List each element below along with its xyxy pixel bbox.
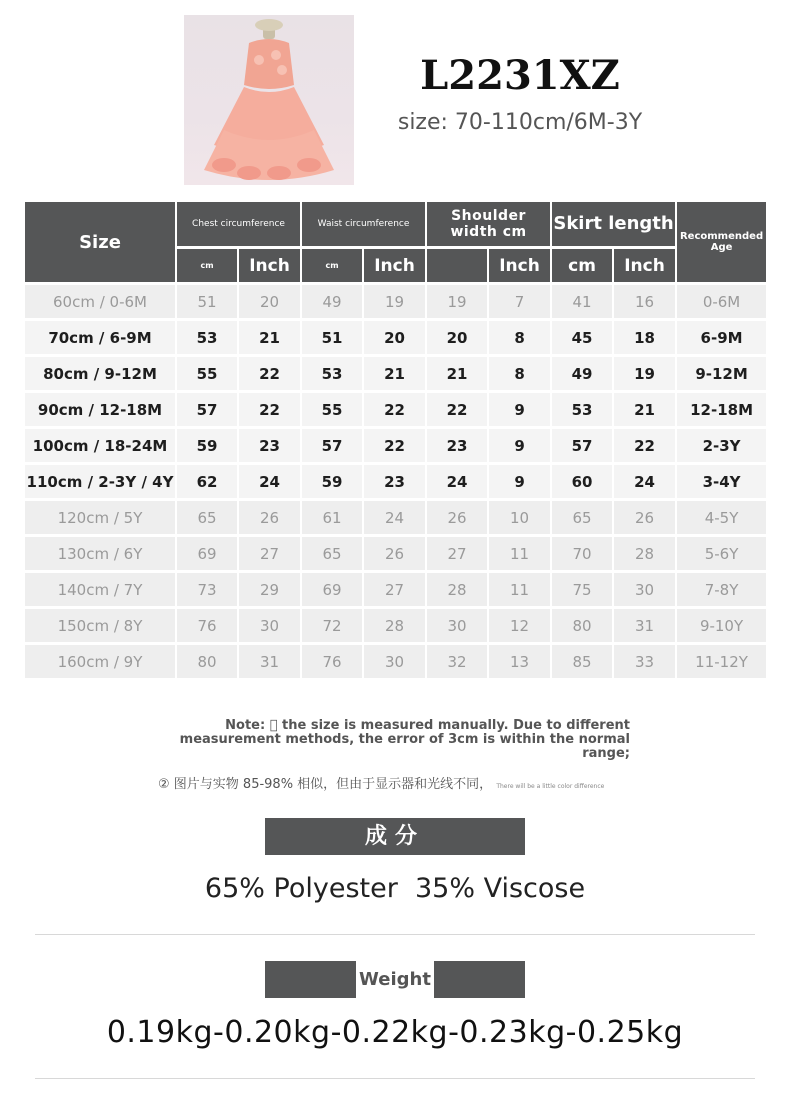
age-cell: 2-3Y <box>677 429 766 462</box>
measurement-cell: 76 <box>302 645 362 678</box>
header-shoulder-inch: Inch <box>489 249 550 282</box>
measurement-cell: 8 <box>489 321 550 354</box>
header-skirt-inch: Inch <box>614 249 675 282</box>
measurement-cell: 13 <box>489 645 550 678</box>
measurement-cell: 60 <box>552 465 612 498</box>
measurement-cell: 23 <box>364 465 425 498</box>
age-cell: 5-6Y <box>677 537 766 570</box>
measurement-cell: 70 <box>552 537 612 570</box>
age-cell: 9-10Y <box>677 609 766 642</box>
table-row <box>25 357 766 390</box>
measurement-cell: 9 <box>489 393 550 426</box>
header-waist: Waist circumference <box>302 202 425 246</box>
table-row <box>25 645 766 678</box>
measurement-cell: 12 <box>489 609 550 642</box>
size-cell: 90cm / 12-18M <box>25 393 175 426</box>
measurement-cell: 69 <box>177 537 237 570</box>
measurement-cell: 49 <box>302 285 362 318</box>
composition-heading: 成分 <box>265 818 525 855</box>
age-cell: 6-9M <box>677 321 766 354</box>
measurement-cell: 9 <box>489 429 550 462</box>
header-waist-inch: Inch <box>364 249 425 282</box>
size-cell: 120cm / 5Y <box>25 501 175 534</box>
size-cell: 60cm / 0-6M <box>25 285 175 318</box>
measurement-cell: 85 <box>552 645 612 678</box>
measurement-cell: 27 <box>364 573 425 606</box>
measurement-cell: 76 <box>177 609 237 642</box>
header-size: Size <box>25 202 175 282</box>
age-cell: 11-12Y <box>677 645 766 678</box>
measurement-cell: 22 <box>364 393 425 426</box>
measurement-cell: 53 <box>552 393 612 426</box>
table-row <box>25 609 766 642</box>
divider <box>35 934 755 935</box>
color-note-tiny: There will be a little color difference <box>496 783 605 790</box>
measurement-cell: 22 <box>239 393 300 426</box>
measurement-cell: 45 <box>552 321 612 354</box>
measurement-cell: 62 <box>177 465 237 498</box>
age-cell: 3-4Y <box>677 465 766 498</box>
age-cell: 9-12M <box>677 357 766 390</box>
measurement-cell: 73 <box>177 573 237 606</box>
size-table-body <box>25 285 766 678</box>
measurement-cell: 30 <box>427 609 487 642</box>
measurement-cell: 61 <box>302 501 362 534</box>
measurement-cell: 26 <box>614 501 675 534</box>
header-age: Recommended Age <box>677 202 766 282</box>
measurement-cell: 26 <box>364 537 425 570</box>
measurement-cell: 26 <box>239 501 300 534</box>
weight-bar-left <box>265 961 356 998</box>
header-chest-inch: Inch <box>239 249 300 282</box>
measurement-cell: 80 <box>552 609 612 642</box>
size-cell: 130cm / 6Y <box>25 537 175 570</box>
measurement-cell: 23 <box>427 429 487 462</box>
measurement-cell: 18 <box>614 321 675 354</box>
header-skirt-cm: cm <box>552 249 612 282</box>
measurement-cell: 28 <box>614 537 675 570</box>
size-cell: 80cm / 9-12M <box>25 357 175 390</box>
measurement-cell: 27 <box>427 537 487 570</box>
color-note-text: ② 图片与实物 85-98% 相似，但由于显示器和光线不同， <box>158 777 493 792</box>
measurement-cell: 30 <box>364 645 425 678</box>
age-cell: 7-8Y <box>677 573 766 606</box>
size-cell: 140cm / 7Y <box>25 573 175 606</box>
measurement-cell: 23 <box>239 429 300 462</box>
table-row <box>25 321 766 354</box>
measurement-cell: 57 <box>302 429 362 462</box>
measurement-cell: 72 <box>302 609 362 642</box>
measurement-cell: 24 <box>364 501 425 534</box>
measurement-cell: 65 <box>302 537 362 570</box>
measurement-cell: 24 <box>427 465 487 498</box>
weight-bar-right <box>434 961 525 998</box>
measurement-cell: 21 <box>614 393 675 426</box>
age-cell: 0-6M <box>677 285 766 318</box>
header-chest-cm: cm <box>177 249 237 282</box>
measurement-cell: 22 <box>364 429 425 462</box>
measurement-cell: 75 <box>552 573 612 606</box>
measurement-note: Note: ⃞ the size is measured manually. Due to different measurement methods, the error of 3cm is within the normal range; <box>179 718 630 761</box>
measurement-cell: 20 <box>239 285 300 318</box>
measurement-cell: 11 <box>489 573 550 606</box>
measurement-cell: 31 <box>239 645 300 678</box>
measurement-cell: 7 <box>489 285 550 318</box>
header-chest: Chest circumference <box>177 202 300 246</box>
measurement-cell: 55 <box>177 357 237 390</box>
product-photo <box>184 15 354 185</box>
color-note <box>158 773 638 792</box>
measurement-cell: 8 <box>489 357 550 390</box>
divider <box>35 1078 755 1079</box>
measurement-cell: 22 <box>427 393 487 426</box>
measurement-cell: 69 <box>302 573 362 606</box>
measurement-cell: 19 <box>614 357 675 390</box>
measurement-cell: 32 <box>427 645 487 678</box>
measurement-cell: 80 <box>177 645 237 678</box>
table-row <box>25 429 766 462</box>
table-row <box>25 393 766 426</box>
measurement-cell: 11 <box>489 537 550 570</box>
table-row <box>25 501 766 534</box>
measurement-cell: 53 <box>177 321 237 354</box>
measurement-cell: 22 <box>614 429 675 462</box>
measurement-cell: 65 <box>552 501 612 534</box>
measurement-cell: 20 <box>364 321 425 354</box>
header-skirt: Skirt length <box>552 202 675 246</box>
measurement-cell: 10 <box>489 501 550 534</box>
table-row <box>25 285 766 318</box>
measurement-cell: 20 <box>427 321 487 354</box>
size-range: size: 70-110cm/6M-3Y <box>397 110 643 135</box>
measurement-cell: 28 <box>427 573 487 606</box>
size-cell: 100cm / 18-24M <box>25 429 175 462</box>
measurement-cell: 19 <box>427 285 487 318</box>
measurement-cell: 51 <box>302 321 362 354</box>
table-row <box>25 537 766 570</box>
measurement-cell: 41 <box>552 285 612 318</box>
measurement-cell: 19 <box>364 285 425 318</box>
header-shoulder-cm <box>427 249 487 282</box>
measurement-cell: 49 <box>552 357 612 390</box>
measurement-cell: 51 <box>177 285 237 318</box>
measurement-cell: 21 <box>427 357 487 390</box>
header-shoulder: Shoulder width cm <box>427 202 550 246</box>
measurement-cell: 16 <box>614 285 675 318</box>
measurement-cell: 57 <box>552 429 612 462</box>
measurement-cell: 30 <box>239 609 300 642</box>
measurement-cell: 33 <box>614 645 675 678</box>
size-cell: 160cm / 9Y <box>25 645 175 678</box>
model-code: L2231XZ <box>420 52 620 99</box>
measurement-cell: 53 <box>302 357 362 390</box>
header-waist-cm: cm <box>302 249 362 282</box>
size-chart-table <box>23 199 768 681</box>
table-row <box>25 573 766 606</box>
measurement-cell: 24 <box>614 465 675 498</box>
measurement-cell: 28 <box>364 609 425 642</box>
measurement-cell: 30 <box>614 573 675 606</box>
measurement-cell: 65 <box>177 501 237 534</box>
measurement-cell: 57 <box>177 393 237 426</box>
table-row <box>25 465 766 498</box>
weight-values: 0.19kg-0.20kg-0.22kg-0.23kg-0.25kg <box>106 1015 684 1050</box>
measurement-cell: 21 <box>364 357 425 390</box>
size-cell: 70cm / 6-9M <box>25 321 175 354</box>
measurement-cell: 29 <box>239 573 300 606</box>
measurement-cell: 55 <box>302 393 362 426</box>
composition-text: 65% Polyester 35% Viscose <box>204 873 586 904</box>
measurement-cell: 27 <box>239 537 300 570</box>
measurement-cell: 31 <box>614 609 675 642</box>
dress-image <box>184 15 354 185</box>
measurement-cell: 59 <box>177 429 237 462</box>
measurement-cell: 22 <box>239 357 300 390</box>
size-cell: 110cm / 2-3Y / 4Y <box>25 465 175 498</box>
measurement-cell: 21 <box>239 321 300 354</box>
measurement-cell: 9 <box>489 465 550 498</box>
measurement-cell: 24 <box>239 465 300 498</box>
age-cell: 4-5Y <box>677 501 766 534</box>
weight-heading: Weight <box>359 969 431 990</box>
measurement-cell: 26 <box>427 501 487 534</box>
measurement-cell: 59 <box>302 465 362 498</box>
size-cell: 150cm / 8Y <box>25 609 175 642</box>
age-cell: 12-18M <box>677 393 766 426</box>
